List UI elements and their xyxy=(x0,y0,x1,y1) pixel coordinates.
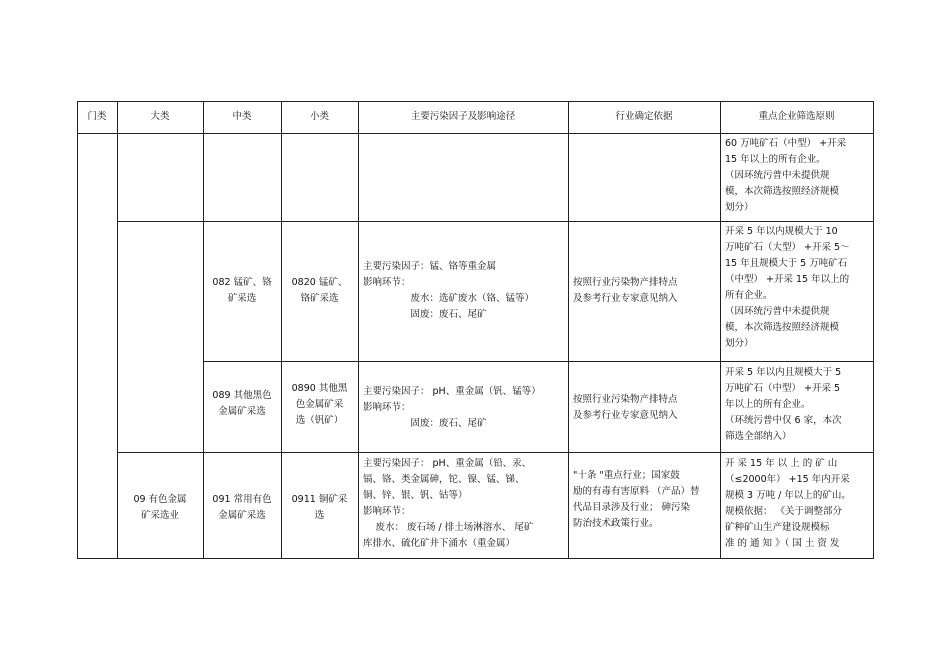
text-line: 矿采选业 xyxy=(140,510,179,521)
text-line: 矿种矿山生产建设规模标 xyxy=(725,522,830,533)
text-line: 模，本次筛选按照经济规模 xyxy=(725,186,840,197)
row2-basis xyxy=(573,275,718,307)
row4-zhonglei xyxy=(203,492,281,524)
row-divider xyxy=(117,221,874,222)
column-divider xyxy=(281,101,282,559)
row2-xiaolei xyxy=(281,275,358,307)
header-menlei: 门类 xyxy=(87,111,107,122)
row3-basis xyxy=(573,392,718,424)
text-line: 及参考行业专家意见纳入 xyxy=(573,410,678,421)
row3-xiaolei xyxy=(281,381,358,429)
text-line: 金属矿采选 xyxy=(218,406,266,417)
text-line: 固废：废石、尾矿 xyxy=(363,418,487,429)
header-pollutants: 主要污染因子及影响途径 xyxy=(410,111,516,122)
header-divider xyxy=(77,133,874,134)
text-line: 60 万吨矿石（中型） +开采 xyxy=(725,138,847,149)
industry-table xyxy=(77,101,874,559)
row1-principles xyxy=(725,136,871,216)
text-line: 影响环节： xyxy=(363,402,411,413)
text-line: 选 xyxy=(314,510,325,521)
text-line: 按照行业污染物产排特点 xyxy=(573,277,678,288)
text-line: （≤2000年） +15 年内开采 xyxy=(725,474,850,485)
row3-principles xyxy=(725,365,871,445)
row4-pollutants xyxy=(363,456,566,552)
text-line: 开采 5 年以内规模大于 10 xyxy=(725,226,838,237)
row3-zhonglei xyxy=(203,388,281,420)
text-line: 固废：废石、尾矿 xyxy=(363,309,487,320)
table-border-left xyxy=(77,101,78,559)
text-line: （因环统污普中未提供规 xyxy=(725,170,830,181)
row-divider xyxy=(117,452,874,453)
text-line: 矿采选 xyxy=(227,293,257,304)
text-line: 所有企业。 xyxy=(725,290,773,301)
row4-dalei xyxy=(117,492,203,524)
text-line: 规模依据： 《关于调整部分 xyxy=(725,506,843,517)
text-line: 筛选全部纳入） xyxy=(725,431,792,442)
header-zhonglei: 中类 xyxy=(232,111,252,122)
text-line: 091 常用有色 xyxy=(212,494,272,505)
table-border-right xyxy=(873,101,874,559)
column-divider xyxy=(203,101,204,559)
text-line: 0820 锰矿、 xyxy=(291,277,348,288)
text-line: 15 年且规模大于 5 万吨矿石 xyxy=(725,258,848,269)
row2-principles xyxy=(725,224,871,352)
text-line: 防治技术政策行业。 xyxy=(573,518,659,529)
row4-principles xyxy=(725,456,871,552)
text-line: 色金属矿采 xyxy=(295,399,344,410)
text-line: 089 其他黑色 xyxy=(212,390,272,401)
text-line: 铬矿采选 xyxy=(300,293,339,304)
text-line: 代品目录涉及行业； 砷污染 xyxy=(573,502,691,513)
text-line: 废水： 废石场 / 排土场淋溶水、 尾矿 xyxy=(363,522,534,533)
text-line: 开采 5 年以内且规模大于 5 xyxy=(725,367,842,378)
text-line: 15 年以上的所有企业。 xyxy=(725,154,826,165)
text-line: "十条 "重点行业；国家鼓 xyxy=(573,470,680,481)
text-line: 划分） xyxy=(725,202,754,213)
text-line: 主要污染因子：锰、铬等重金属 xyxy=(363,261,497,272)
row2-zhonglei xyxy=(203,275,281,307)
header-dalei: 大类 xyxy=(150,111,170,122)
table-border-top xyxy=(77,101,874,102)
text-line: 废水：选矿废水（铬、锰等） xyxy=(363,293,535,304)
text-line: 万吨矿石（大型） +开采 5～ xyxy=(725,242,850,253)
text-line: 铜、锌、银、钒、钴等） xyxy=(363,490,468,501)
header-principles: 重点企业筛选原则 xyxy=(758,111,835,122)
column-divider xyxy=(117,101,118,559)
text-line: 准 的 通 知 》（ 国 土 资 发 xyxy=(725,538,840,549)
column-divider xyxy=(720,101,721,559)
text-line: 金属矿采选 xyxy=(218,510,266,521)
text-line: 0911 铜矿采 xyxy=(291,494,348,505)
text-line: 影响环节： xyxy=(363,506,411,517)
column-divider xyxy=(568,101,569,559)
text-line: （因环统污普中未提供规 xyxy=(725,306,830,317)
table-border-bottom xyxy=(77,558,874,559)
text-line: 年以上的所有企业。 xyxy=(725,399,811,410)
row3-pollutants xyxy=(363,384,566,432)
header-xiaolei: 小类 xyxy=(309,111,329,122)
row4-basis xyxy=(573,468,718,532)
text-line: 模，本次筛选按照经济规模 xyxy=(725,322,840,333)
header-basis: 行业确定依据 xyxy=(615,111,673,122)
text-line: 划分） xyxy=(725,338,754,349)
text-line: 库排水、硫化矿井下涌水（重金属） xyxy=(363,538,516,549)
column-divider xyxy=(358,101,359,559)
text-line: 万吨矿石（中型） +开采 5 xyxy=(725,383,841,394)
text-line: 主要污染因子： pH、重金属（铅、汞、 xyxy=(363,458,532,469)
text-line: 0890 其他黑 xyxy=(291,383,348,394)
text-line: 影响环节： xyxy=(363,277,411,288)
text-line: 励的有毒有害原料 （产品）替 xyxy=(573,486,700,497)
row4-xiaolei xyxy=(281,492,358,524)
text-line: （中型） +开采 15 年以上的 xyxy=(725,274,850,285)
text-line: 镉、铬、类金属砷，铊、镍、锰、锑、 xyxy=(363,474,525,485)
row-divider xyxy=(203,361,874,362)
text-line: 规模 3 万吨 / 年以上的矿山。 xyxy=(725,490,851,501)
text-line: （环统污普中仅 6 家，本次 xyxy=(725,415,842,426)
text-line: 082 锰矿、铬 xyxy=(212,277,272,288)
text-line: 选（钒矿） xyxy=(295,415,344,426)
row2-pollutants xyxy=(363,259,566,323)
text-line: 按照行业污染物产排特点 xyxy=(573,394,678,405)
text-line: 09 有色金属 xyxy=(133,494,187,505)
text-line: 及参考行业专家意见纳入 xyxy=(573,293,678,304)
text-line: 开 采 15 年 以 上 的 矿 山 xyxy=(725,458,838,469)
text-line: 主要污染因子： pH、重金属（钒、锰等） xyxy=(363,386,541,397)
